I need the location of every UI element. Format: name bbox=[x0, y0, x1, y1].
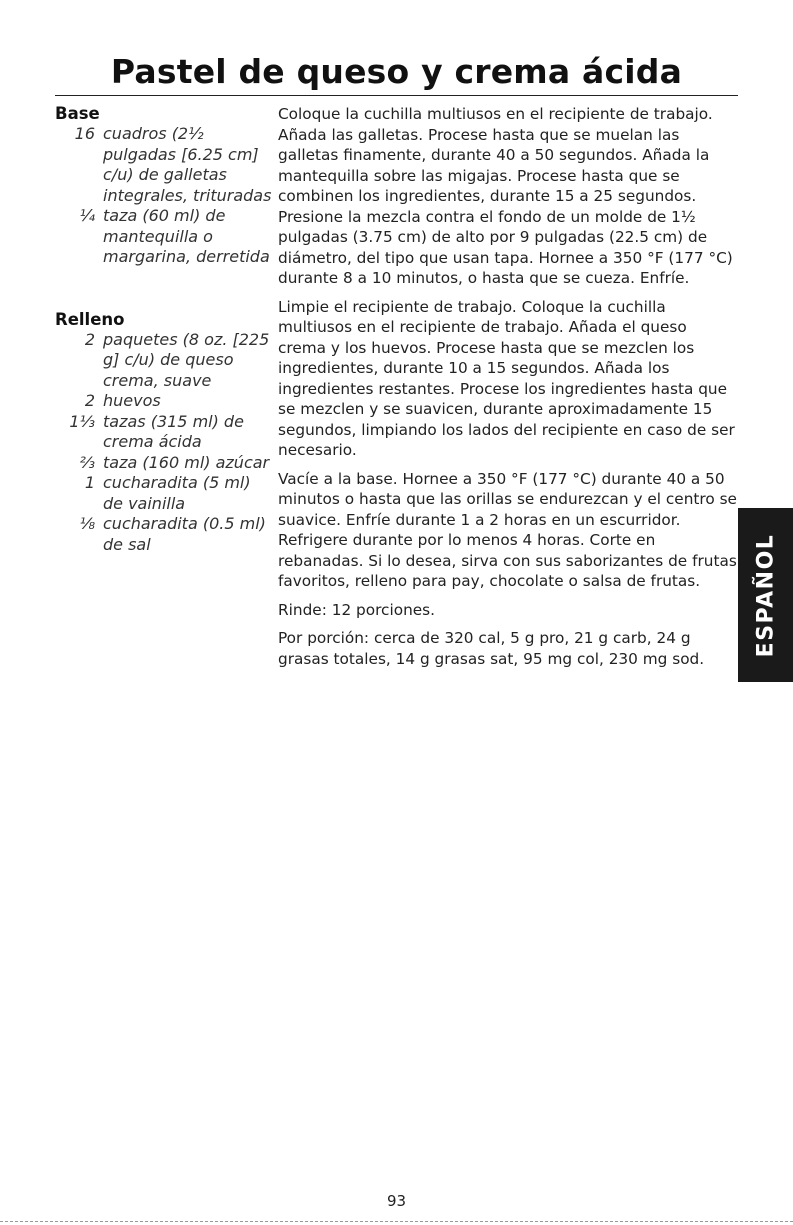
ingredient-qty: 1⅓ bbox=[69, 411, 95, 431]
language-tab-label: ESPAÑOL bbox=[753, 533, 779, 657]
page-number: 93 bbox=[386, 1192, 407, 1210]
ingredient-qty: ⅔ bbox=[79, 452, 95, 472]
yield-paragraph: Rinde: 12 porciones. bbox=[278, 600, 436, 619]
ingredient-item bbox=[55, 453, 275, 474]
ingredient-item bbox=[55, 473, 275, 514]
ingredient-desc: cucharadita (0.5 ml) de sal bbox=[103, 514, 266, 554]
base-heading: Base bbox=[55, 104, 100, 123]
instruction-paragraph: Vacíe a la base. Hornee a 350 °F (177 °C) durante 40 a 50 minutos o hasta que las orillas se endurezcan y el centro se suavice. Enfríe durante 1 a 2 horas en un escurridor. Refrigere durante por lo menos 4 horas. Corte en rebanadas. Si lo desea, sirva con sus saborizantes de frutas favoritos, relleno para pay, chocolate o salsa de frutas. bbox=[278, 469, 737, 590]
base-ingredient-list bbox=[55, 124, 275, 268]
ingredient-desc: cucharadita (5 ml) de vainilla bbox=[103, 473, 251, 513]
ingredient-item bbox=[55, 330, 275, 392]
page-bottom-edge bbox=[0, 1221, 793, 1222]
filling-heading: Relleno bbox=[55, 309, 125, 329]
page-title: Pastel de queso y crema ácida bbox=[110, 52, 683, 91]
ingredient-desc: taza (160 ml) azúcar bbox=[103, 452, 270, 472]
filling-ingredient-list bbox=[55, 330, 275, 556]
ingredient-desc: cuadros (2½ pulgadas [6.25 cm] c/u) de galletas integrales, trituradas bbox=[103, 124, 272, 205]
instruction-paragraph: Limpie el recipiente de trabajo. Coloque la cuchilla multiusos en el recipiente de trabajo. Añada el queso crema y los huevos. Procese hasta que se mezclen los ingredientes, durante 10 a 15 segundos. Añada los ingredientes restantes. Procese los ingredientes hasta que se mezclen y se suavicen, durante aproximadamente 15 segundos, limpiando los lados del recipiente en caso de ser necesario. bbox=[278, 297, 735, 459]
ingredients-column bbox=[55, 104, 275, 555]
ingredient-qty: ¼ bbox=[79, 206, 95, 225]
ingredient-item bbox=[55, 412, 275, 453]
ingredient-item bbox=[55, 206, 275, 268]
ingredient-desc: paquetes (8 oz. [225 g] c/u) de queso crema, suave bbox=[103, 329, 270, 390]
title-divider bbox=[55, 95, 738, 96]
ingredient-qty: 1 bbox=[84, 473, 95, 492]
ingredient-qty: 2 bbox=[84, 391, 95, 410]
ingredient-qty: 16 bbox=[74, 124, 95, 143]
ingredient-qty: ⅛ bbox=[79, 514, 95, 533]
instructions-column bbox=[278, 104, 738, 677]
ingredient-desc: tazas (315 ml) de crema ácida bbox=[103, 411, 244, 451]
ingredient-item bbox=[55, 124, 275, 206]
ingredient-desc: huevos bbox=[103, 391, 161, 410]
ingredient-desc: taza (60 ml) de mantequilla o margarina, derretida bbox=[103, 206, 270, 266]
language-tab bbox=[738, 508, 793, 682]
ingredient-item bbox=[55, 391, 275, 412]
ingredient-item bbox=[55, 514, 275, 555]
nutrition-paragraph: Por porción: cerca de 320 cal, 5 g pro, 21 g carb, 24 g grasas totales, 14 g grasas sat, 95 mg col, 230 mg sod. bbox=[278, 629, 705, 668]
ingredient-qty: 2 bbox=[84, 329, 95, 349]
instruction-paragraph: Coloque la cuchilla multiusos en el recipiente de trabajo. Añada las galletas. Procese hasta que se muelan las galletas finamente, durante 40 a 50 segundos. Añada la mantequilla sobre las migajas. Procese hasta que se combinen los ingredientes, durante 15 a 25 segundos. Presione la mezcla contra el fondo de un molde de 1½ pulgadas (3.75 cm) de alto por 9 pulgadas (22.5 cm) de diámetro, del tipo que usan tapa. Hornee a 350 °F (177 °C) durante 8 a 10 minutos, o hasta que se cueza. Enfríe. bbox=[278, 105, 733, 287]
